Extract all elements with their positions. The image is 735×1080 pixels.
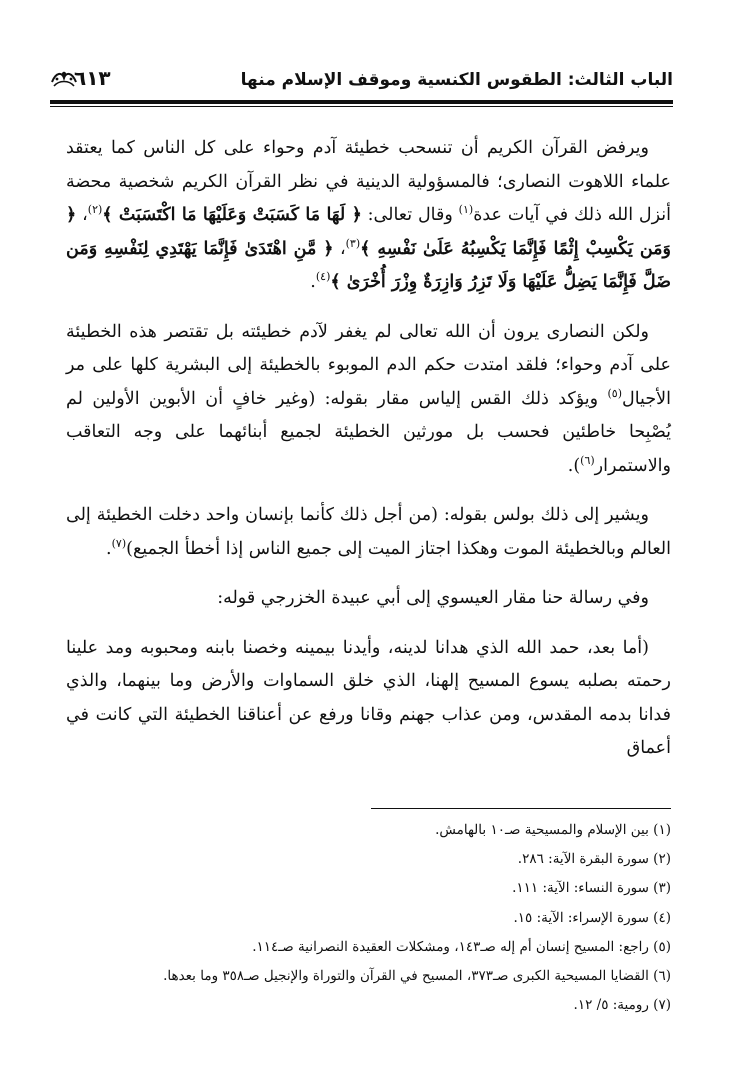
paragraph: ولكن النصارى يرون أن الله تعالى لم يغفر لآدم خطيئته بل تقتصر هذه الخطيئة على آدم وحواء؛ فلقد امتدت حكم الدم الموبوء بالخطيئة إلى البشرية كلها على مر الأجيال$^{(٥)}$ ويؤكد ذلك القس إلياس مقار بقوله: (وغير خافٍ أن الأبوين الأولين لم يُصْبِحا خاطئين فحسب بل مورثين الخطيئة لجميع أبنائهما على وجه التعاقب والاستمرار$^{(٦)}$). — [66, 321, 671, 476]
chapter-title: الباب الثالث: الطقوس الكنسية وموقف الإسلام منها — [240, 70, 673, 90]
footnote: (٤) سورة الإسراء: الآية: ١٥. — [513, 909, 671, 926]
footnote-ref: (٢) — [87, 203, 103, 217]
footnote-separator — [371, 808, 671, 809]
ornament-icon — [50, 68, 78, 90]
paragraph: ويشير إلى ذلك بولس بقوله: (من أجل ذلك كأنما بإنسان واحد دخلت الخطيئة إلى العالم وبالخطيئة الموت وهكذا اجتاز الميت إلى جميع الناس إذا أخطأ الجميع)$^{(٧)}$. — [66, 505, 671, 559]
paragraph: (أما بعد، حمد الله الذي هدانا لدينه، وأيدنا بيمينه وخصنا بابنه ومحبوبه ومد علينا رحمته بصلبه يسوع المسيح إلهنا، الذي خلق السماوات والأرض وما بينهما، والذي فدانا بدمه المقدس، ومن عذاب جهنم وقانا ورفع عن أعناقنا الخطيئة التي كانت في أعماق — [66, 637, 671, 758]
footnote: (٣) سورة النساء: الآية: ١١١. — [512, 880, 671, 897]
footnote: (٧) رومية: ٥/ ١٢. — [573, 997, 671, 1014]
footnote: (٦) القضايا المسيحية الكبرى صـ٣٧٣، المسيح في القرآن والتوراة والإنجيل صـ٣٥٨ وما بعدها. — [163, 968, 671, 985]
quran-verse: ﴿ لَهَا مَا كَسَبَتْ وَعَلَيْهَا مَا اكْتَسَبَتْ ﴾ — [102, 205, 362, 225]
footnote: (٥) راجع: المسيح إنسان أم إله صـ١٤٣، ومشكلات العقيدة النصرانية صـ١١٤. — [252, 938, 671, 955]
footnote: (١) بين الإسلام والمسيحية صـ١٠ بالهامش. — [435, 822, 671, 838]
footnote-ref: (٧) — [111, 536, 127, 550]
quran-verse: ﴿ مَّنِ اهْتَدَىٰ فَإِنَّمَا يَهْتَدِي لِنَفْسِهِ وَمَن ضَلَّ فَإِنَّمَا يَضِلُّ عَلَيْهَا وَلَا تَزِرُ وَازِرَةٌ وِزْرَ أُخْرَىٰ ﴾ — [66, 238, 671, 292]
header-rule — [50, 100, 673, 104]
footnote-ref: (٤) — [315, 270, 331, 284]
footnote-ref: (٥) — [607, 386, 622, 400]
footnote-ref: (٦) — [580, 453, 595, 467]
footnote: (٢) سورة البقرة الآية: ٢٨٦. — [517, 851, 671, 868]
paragraph: ويرفض القرآن الكريم أن تنسحب خطيئة آدم وحواء على كل الناس كما يعتقد علماء اللاهوت النصارى؛ فالمسؤولية الدينية في نظر القرآن الكريم شخصية محضة أنزل الله ذلك في آيات عدة$^{(١)}$ وقال تعالى: ﴿ لَهَا مَا كَسَبَتْ وَعَلَيْهَا مَا اكْتَسَبَتْ ﴾$^{(٢)}$، ﴿ وَمَن يَكْسِبْ إِثْمًا فَإِنَّمَا يَكْسِبُهُ عَلَىٰ نَفْسِهِ ﴾$^{(٣)}$، ﴿ مَّنِ اهْتَدَىٰ فَإِنَّمَا يَهْتَدِي لِنَفْسِهِ وَمَن ضَلَّ فَإِنَّمَا يَضِلُّ عَلَيْهَا وَلَا تَزِرُ وَازِرَةٌ وِزْرَ أُخْرَىٰ ﴾$^{(٤)}$. — [66, 138, 672, 292]
paragraph: وفي رسالة حنا مقار العيسوي إلى أبي عبيدة الخزرجي قوله: — [217, 588, 649, 608]
footnote-ref: (٣) — [345, 236, 361, 250]
main-text — [66, 132, 671, 766]
running-header — [50, 66, 673, 100]
quran-verse: ﴿ وَمَن يَكْسِبْ إِثْمًا فَإِنَّمَا يَكْسِبُهُ عَلَىٰ نَفْسِهِ ﴾ — [66, 205, 671, 259]
footnotes — [120, 816, 671, 1020]
page-number: ٦١٣ — [74, 66, 111, 90]
footnote-ref: (١) — [458, 203, 474, 217]
